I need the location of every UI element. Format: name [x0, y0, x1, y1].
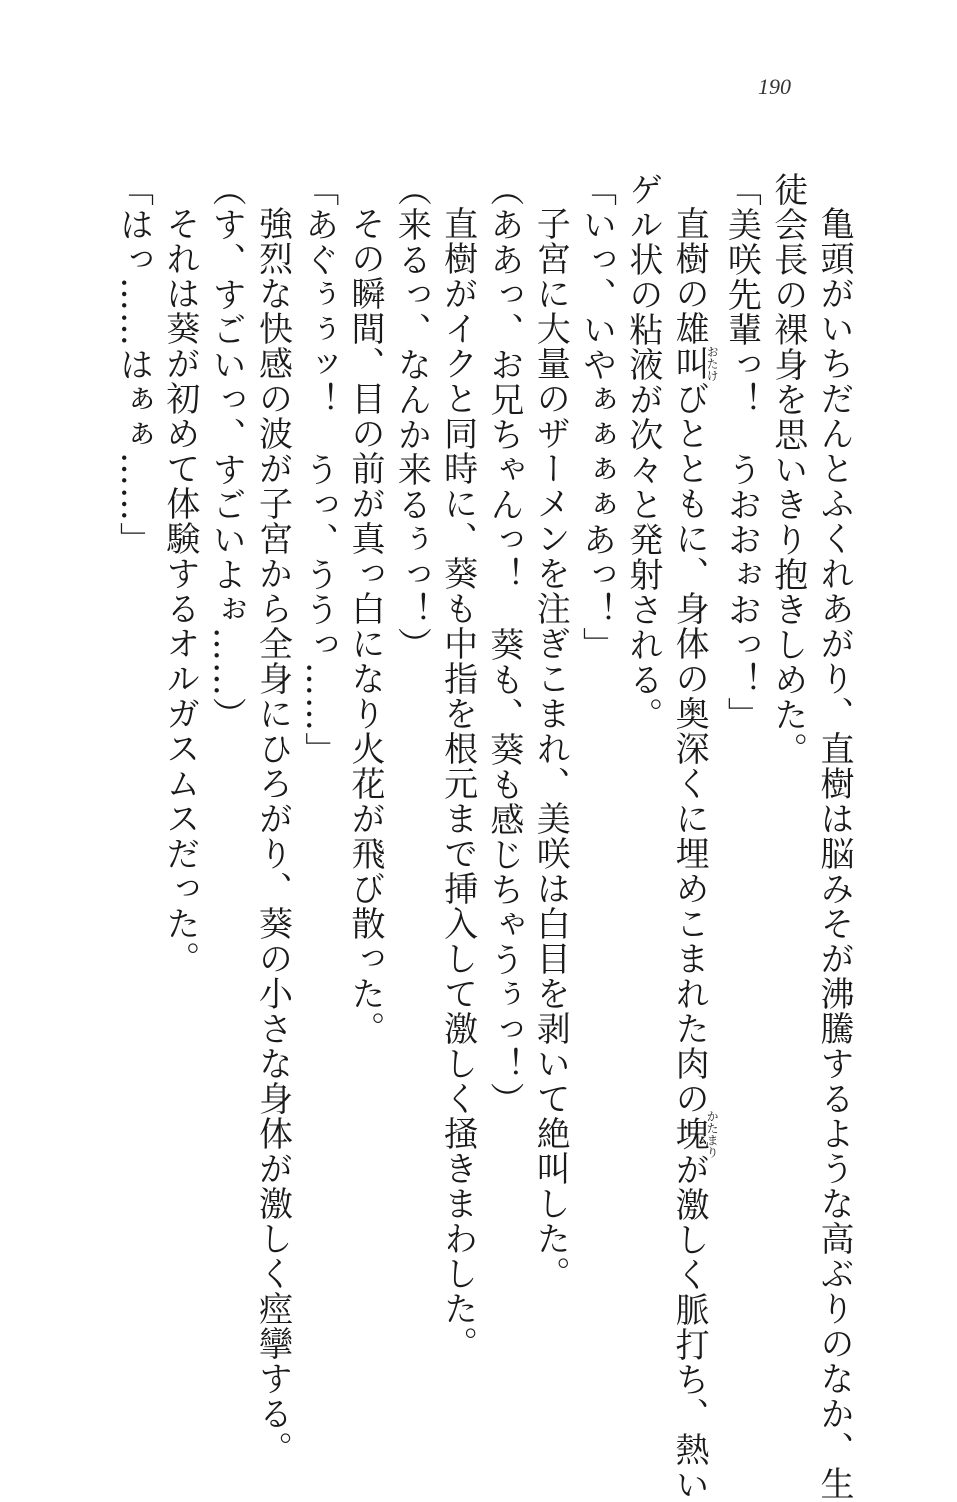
page-number: 190 — [758, 74, 791, 99]
text-line: 亀頭がいちだんとふくれあがり、直樹は脳みそが沸騰するような高ぶりのなか、生 — [814, 206, 854, 1501]
thought-line: （す、すごいっ、すごいよぉ……） — [206, 172, 247, 732]
thought-line: （来るっ、なんか来るぅっ！） — [391, 172, 432, 662]
dialogue-line: 「いっ、いやぁぁぁぁあっ！」 — [576, 172, 617, 662]
text-line: 直樹がイクと同時に、葵も中指を根元まで挿入して激しく掻きまわした。 — [437, 206, 478, 1361]
dialogue-line: 「はっ……はぁぁ……」 — [113, 172, 154, 557]
text-line: 直樹の雄叫おたけびとともに、身体の奥深くに埋めこまれた肉の塊かたまりが激しく脈打ち、熱い — [669, 206, 720, 1502]
ruby-annotation: 塊かたまり — [669, 1110, 720, 1158]
dialogue-line: 「あぐぅぅッ！ うっ、ううっ……」 — [298, 172, 339, 767]
ruby-annotation: 叫おたけ — [669, 345, 720, 382]
body-text — [110, 172, 857, 1502]
dialogue-line: 「美咲先輩っ！ うおおぉおっ！」 — [721, 172, 762, 732]
text-line: 徒会長の裸身を思いきり抱きしめた。 — [767, 172, 808, 767]
thought-line: （ああっ、お兄ちゃんっ！ 葵も、葵も感じちゃうぅっ！） — [483, 172, 524, 1117]
text-line: その瞬間、目の前が真っ白になり火花が飛び散った。 — [345, 206, 386, 1046]
text-line: ゲル状の粘液が次々と発射される。 — [622, 172, 663, 732]
text-line: 子宮に大量のザーメンを注ぎこまれ、美咲は白目を剥いて絶叫した。 — [530, 206, 571, 1291]
text-line: 強烈な快感の波が子宮から全身にひろがり、葵の小さな身体が激しく痙攣する。 — [252, 206, 293, 1466]
text-line: それは葵が初めて体験するオルガスムスだった。 — [159, 206, 200, 976]
